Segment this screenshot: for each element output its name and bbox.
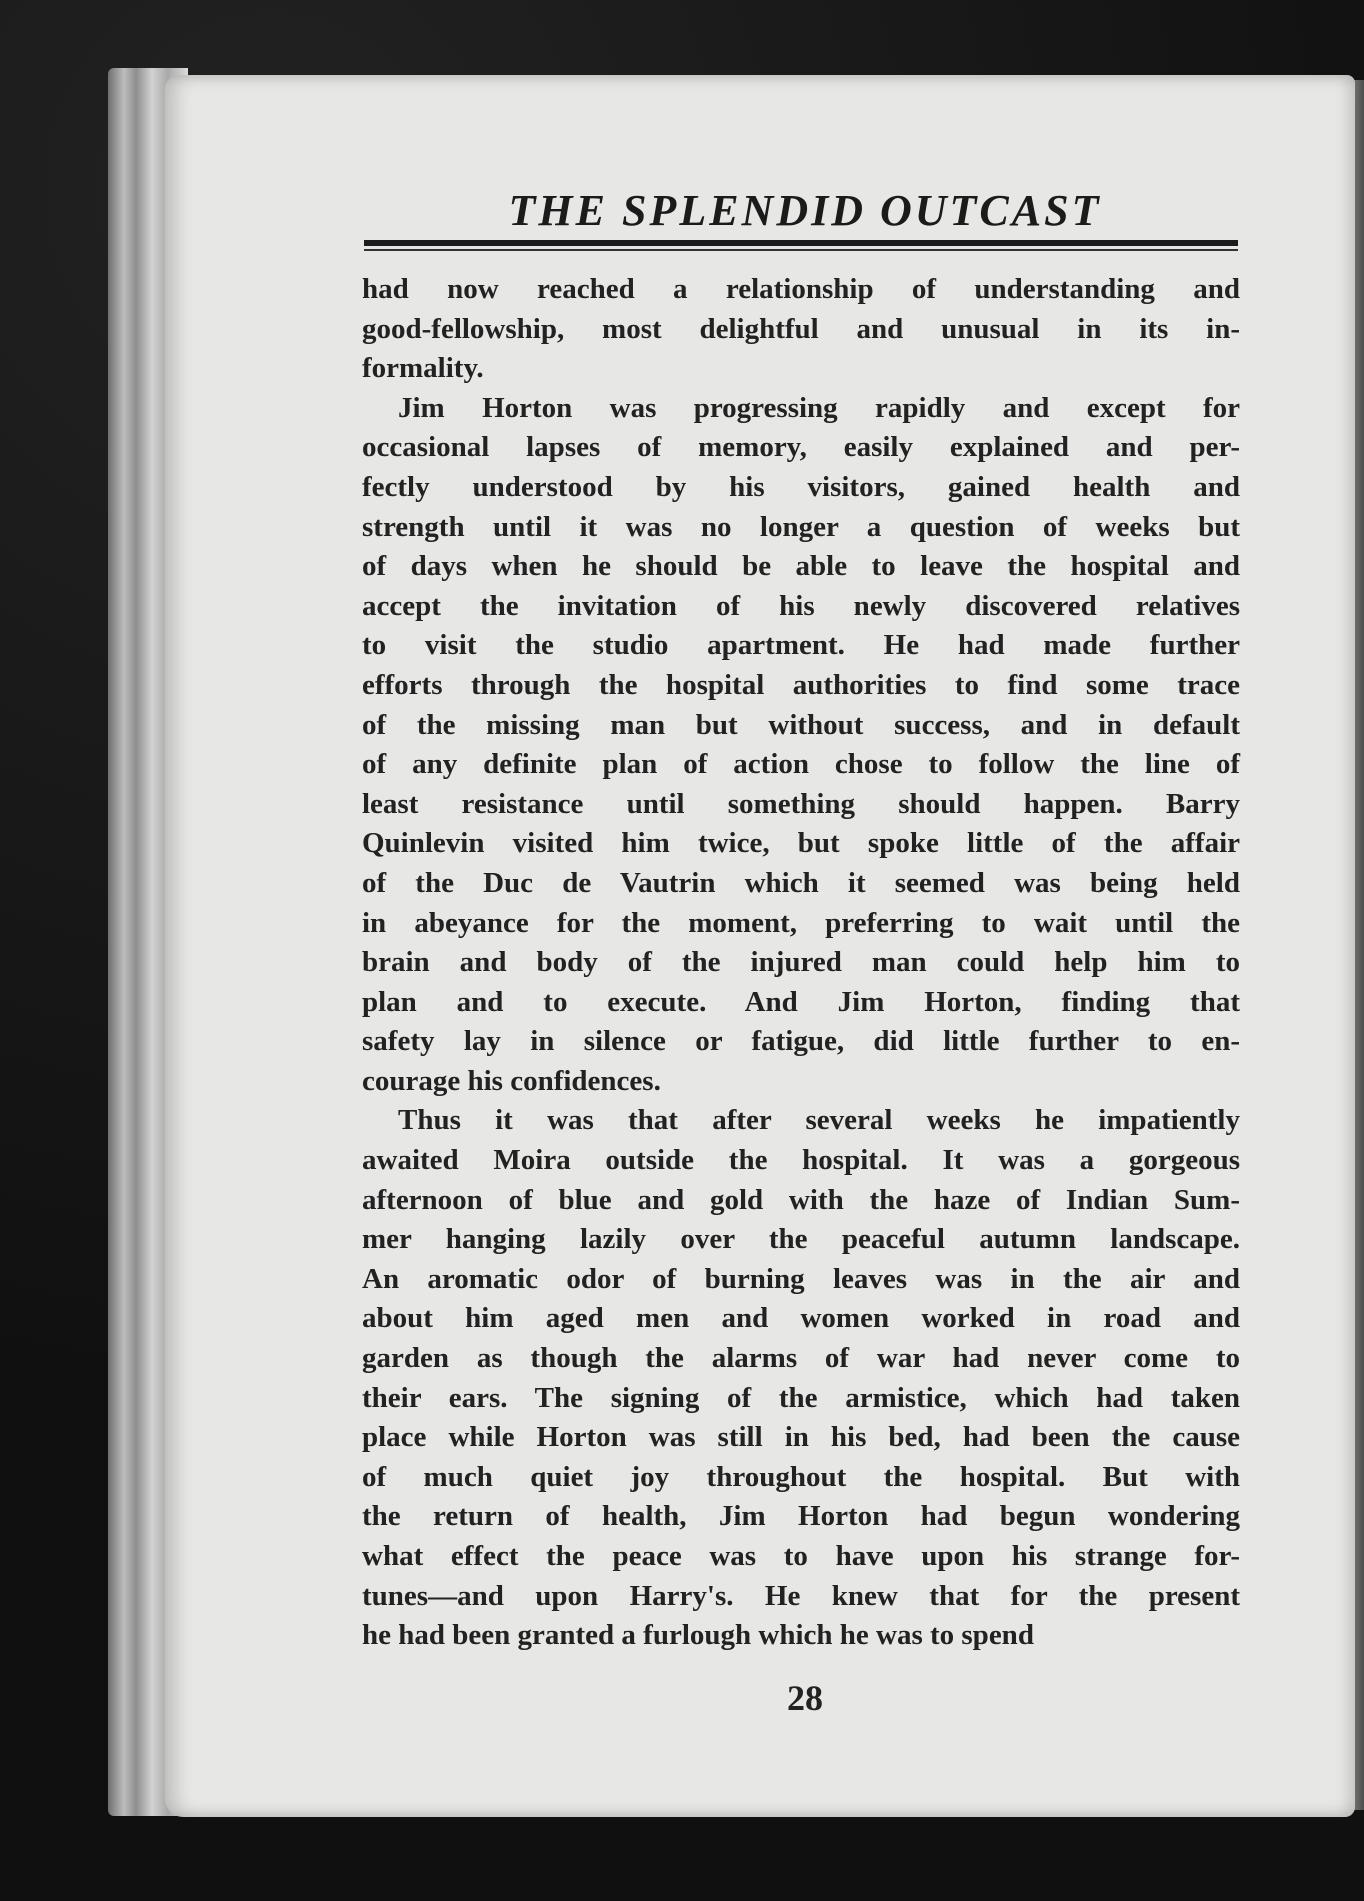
text-line: garden as though the alarms of war had never come to bbox=[362, 1342, 1240, 1375]
text-line: accept the invitation of his newly discovered relatives bbox=[362, 589, 1240, 622]
body-text bbox=[362, 270, 1240, 1656]
header-rule-thin bbox=[364, 249, 1238, 251]
text-line: place while Horton was still in his bed, had been the cause bbox=[362, 1421, 1240, 1454]
text-line: occasional lapses of memory, easily explained and per- bbox=[362, 431, 1240, 464]
text-line: least resistance until something should happen. Barry bbox=[362, 787, 1240, 820]
text-line: brain and body of the injured man could help him to bbox=[362, 946, 1240, 979]
text-line: afternoon of blue and gold with the haze of Indian Sum- bbox=[362, 1183, 1240, 1216]
text-line: formality. bbox=[362, 352, 484, 385]
text-line: what effect the peace was to have upon his strange for- bbox=[362, 1540, 1240, 1572]
text-line: he had been granted a furlough which he was to spend bbox=[362, 1619, 1034, 1652]
text-line: about him aged men and women worked in road and bbox=[362, 1302, 1240, 1335]
text-line: good-fellowship, most delightful and unusual in its in- bbox=[362, 312, 1240, 345]
text-line: Quinlevin visited him twice, but spoke little of the affair bbox=[362, 827, 1240, 860]
text-line: Thus it was that after several weeks he impatiently bbox=[398, 1104, 1240, 1137]
paragraph bbox=[362, 389, 1240, 1102]
text-line: of much quiet joy throughout the hospital. But with bbox=[362, 1460, 1240, 1493]
text-line: the return of health, Jim Horton had begun wondering bbox=[362, 1500, 1240, 1533]
text-line: plan and to execute. And Jim Horton, finding that bbox=[362, 985, 1240, 1018]
text-line: fectly understood by his visitors, gained health and bbox=[362, 470, 1240, 503]
text-line: efforts through the hospital authorities to find some trace bbox=[362, 668, 1240, 701]
text-line: of any definite plan of action chose to follow the line of bbox=[362, 748, 1240, 781]
text-line: of the missing man but without success, and in default bbox=[362, 708, 1240, 741]
page-number: 28 bbox=[787, 1678, 823, 1718]
text-line: tunes—and upon Harry's. He knew that for the present bbox=[362, 1579, 1240, 1612]
text-line: awaited Moira outside the hospital. It was a gorgeous bbox=[362, 1144, 1240, 1177]
text-line: in abeyance for the moment, preferring to wait until the bbox=[362, 906, 1240, 939]
text-line: had now reached a relationship of understanding and bbox=[362, 273, 1240, 305]
running-head: THE SPLENDID OUTCAST bbox=[508, 186, 1102, 235]
text-line: Jim Horton was progressing rapidly and except for bbox=[398, 391, 1240, 424]
text-line: of days when he should be able to leave the hospital and bbox=[362, 550, 1240, 583]
text-line: of the Duc de Vautrin which it seemed was being held bbox=[362, 866, 1240, 899]
header-rule bbox=[364, 240, 1238, 246]
text-line: courage his confidences. bbox=[362, 1064, 661, 1097]
text-line: An aromatic odor of burning leaves was in the air and bbox=[362, 1262, 1240, 1295]
text-line: to visit the studio apartment. He had made further bbox=[362, 629, 1240, 662]
paragraph bbox=[362, 1101, 1240, 1655]
text-line: their ears. The signing of the armistice, which had taken bbox=[362, 1381, 1240, 1414]
text-line: strength until it was no longer a question of weeks but bbox=[362, 510, 1240, 543]
text-line: mer hanging lazily over the peaceful autumn landscape. bbox=[362, 1223, 1240, 1256]
paragraph bbox=[362, 270, 1240, 389]
text-line: safety lay in silence or fatigue, did little further to en- bbox=[362, 1025, 1240, 1058]
